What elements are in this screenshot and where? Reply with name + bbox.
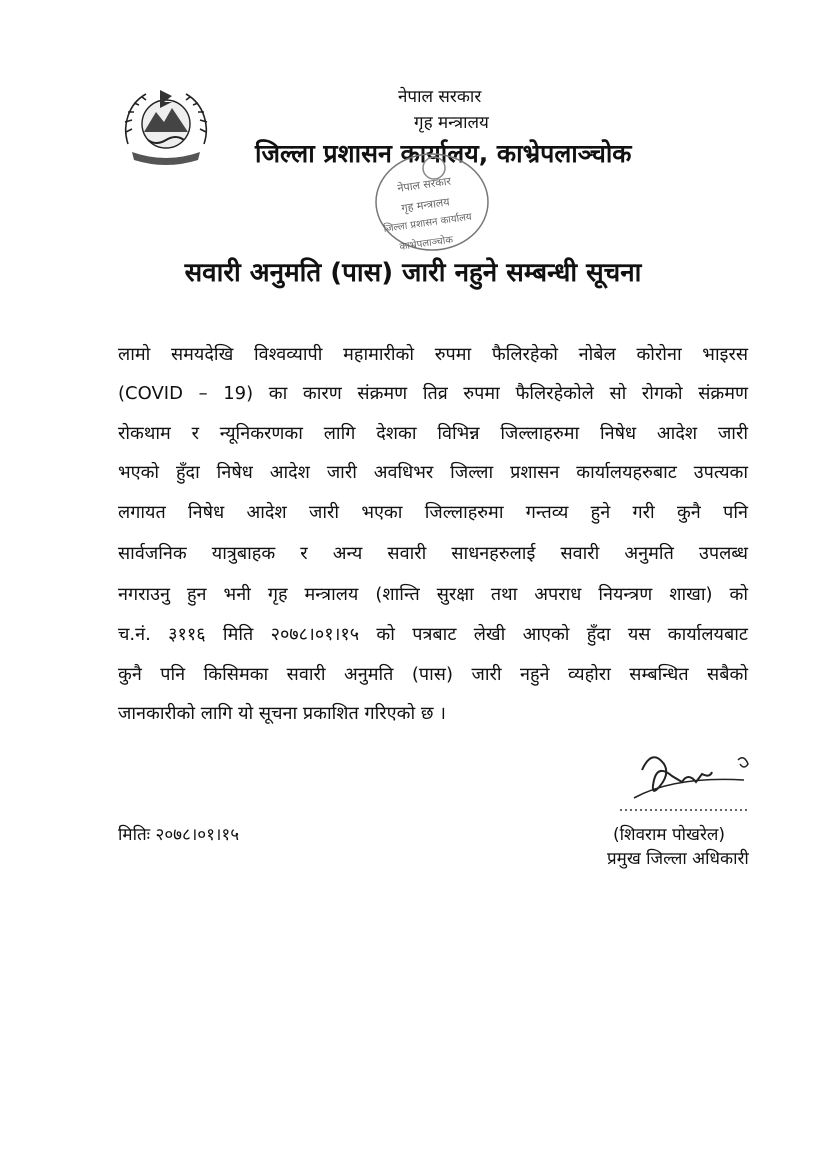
stamp-line: गृह मन्त्रालय [400,195,451,215]
body-line: (COVID – 19) का कारण संक्रमण तिव्र रुपमा फैलिरहेकोले सो रोगको संक्रमण [118,383,748,404]
body-line: नगराउनु हुन भनी गृह मन्त्रालय (शान्ति सुरक्षा तथा अपराध नियन्त्रण शाखा) को [118,584,748,605]
signature [620,740,770,818]
body-line: सार्वजनिक यात्रुबाहक र अन्य सवारी साधनहरुलाई सवारी अनुमति उपलब्ध [118,543,748,564]
body-line: रोकथाम र न्यूनिकरणका लागि देशका विभिन्न जिल्लाहरुमा निषेध आदेश जारी [118,423,748,444]
signatory-name: (शिवराम पोखरेल) [613,825,726,845]
stamp-line: काभ्रेपलाञ्चोक [398,234,454,253]
office-stamp [370,148,495,254]
body-line: कुनै पनि किसिमका सवारी अनुमति (पास) जारी नहुने व्यहोरा सम्बन्धित सबैको [118,664,748,685]
body-line: लामो समयदेखि विश्वव्यापी महामारीको रुपमा फैलिरहेको नोबेल कोरोना भाइरस [118,344,748,365]
body-line: जानकारीको लागि यो सूचना प्रकाशित गरिएको छ । [118,703,446,724]
stamp-line: जिल्ला प्रशासन कार्यालय [382,211,473,235]
notice-title: सवारी अनुमति (पास) जारी नहुने सम्बन्धी सूचना [184,258,642,288]
ministry-name: गृह मन्त्रालय [414,113,489,133]
signatory-title: प्रमुख जिल्ला अधिकारी [607,849,749,869]
notice-date: मितिः २०७८।०१।१५ [118,825,240,845]
body-line: भएको हुँदा निषेध आदेश जारी अवधिभर जिल्ला प्रशासन कार्यालयहरुबाट उपत्यका [118,462,748,483]
body-line: च.नं. ३११६ मिति २०७८।०१।१५ को पत्रबाट लेखी आएको हुँदा यस कार्यालयबाट [118,624,748,645]
nepal-emblem-icon [118,82,214,170]
body-line: लगायत निषेध आदेश जारी भएका जिल्लाहरुमा गन्तव्य हुने गरी कुनै पनि [118,502,748,523]
office-name: जिल्ला प्रशासन कार्यालय, काभ्रेपलाञ्चोक [255,139,632,168]
stamp-line: नेपाल सरकार [396,174,452,195]
government-name: नेपाल सरकार [398,87,482,107]
